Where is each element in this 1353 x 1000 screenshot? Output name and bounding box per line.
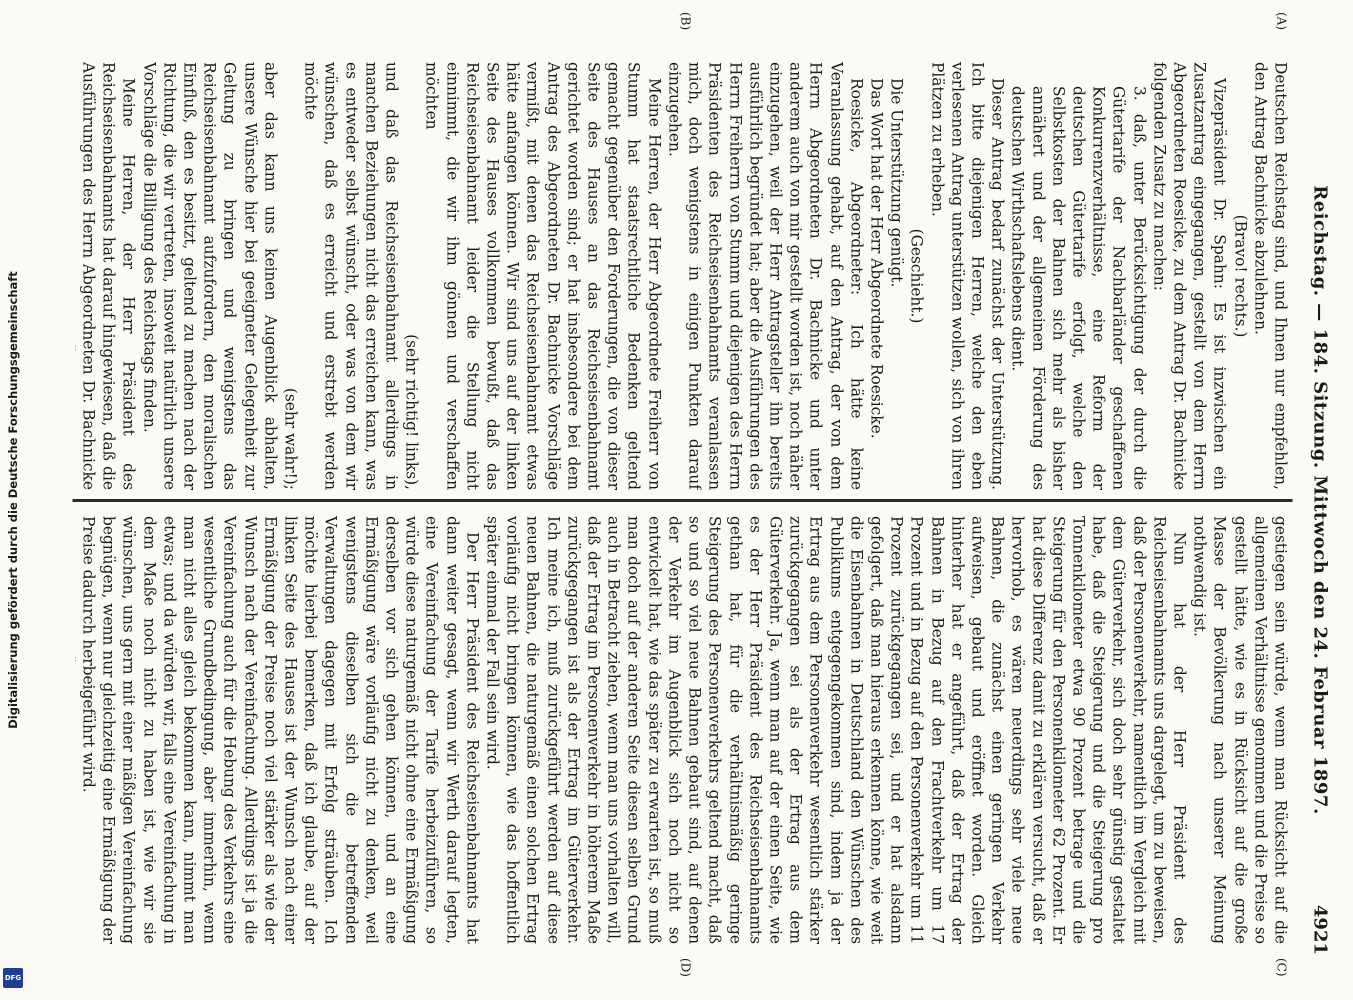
paragraph: gestiegen sein würde, wenn man Rücksicht auf die allgemeinen Verhältnisse genommen und die Preise so gestellt hätte, wie es in Rücksicht auf die große Masse der Bevölkerung nach unserer Meinung nothwendig ist. <box>1190 516 1290 944</box>
paragraph: (Bravo! rechts.) <box>1231 214 1250 338</box>
right-text-column <box>76 516 1291 944</box>
paragraph: Die Unterstützung genügt. <box>887 78 906 288</box>
margin-mark-d: (D) <box>678 958 693 977</box>
paragraph: aber das kann uns keinen Augenblick abhalten, unsere Wünsche hier bei geeigneter Gelegenheit zur Geltung zu bringen und wenigstens das Reichseisenbahnamt aufzufordern, den moralischen Einfluß, den es besitzt, geltend zu machen nach der Richtung, die wir vertreten, insoweit natürlich unsere Vorschläge die Billigung des Reichstags finden. <box>140 62 280 490</box>
paragraph: Dieser Antrag bedarf zunächst der Unterstützung. Ich bitte diejenigen Herren, welche den eben verlesenen Antrag unterstützen wollen, sich von ihren Plätzen zu erheben. <box>928 62 1007 490</box>
digitization-footer <box>0 0 26 1000</box>
paragraph: (sehr wahr!); <box>281 387 300 490</box>
paragraph: Roesicke, Abgeordneter: Ich hätte keine Veranlassung gehabt, auf den Antrag, der von dem Herrn Abgeordneten Dr. Bachnicke und unter anderem auch von mir gestellt worden ist, noch näher einzugehen, weil der Herr Antragsteller ihn bereits ausführlich begründet hat; aber die Ausführungen des Herrn Freiherrn von Stumm und diejenigen des Herrn Präsidenten des Reichseisenbahnamts veranlassen mich, doch wenigstens in einigen Punkten darauf einzugehen. <box>665 62 866 490</box>
paragraph: Vizepräsident Dr. Spahn: Es ist inzwischen ein Zusatzantrag eingegangen, gestellt von dem Herrn Abgeordneten Roesicke, zu dem Antrag Dr. Bachnicke folgenden Zusatz zu machen: <box>1150 62 1229 490</box>
paragraph: und daß das Reichseisenbahnamt allerdings in manchen Beziehungen nicht das erreichen kann, was es entweder selbst wünscht, oder was von dem wir wünschen, daß es erreicht und erstrebt werden möchte <box>301 62 401 490</box>
paragraph: 3. daß, unter Berücksichtigung der durch die Gütertarife der Nachbarländer geschaffenen Konkurrenzverhältnisse, eine Reform der deutschen Gütertarife erfolgt, welche den Selbstkosten der Bahnen sich mehr als bisher annähert und der allgemeinen Förderung des deutschen Wirthschaftslebens dient. <box>1008 86 1149 490</box>
paragraph: Nun hat der Herr Präsident des Reichseisenbahnamts uns dargelegt, um zu beweisen, daß der Personenverkehr, namentlich im Vergleich mit dem Güterverkehr, sich doch sehr günstig gestaltet habe, daß die Steigerung und die Steigerung pro Tonnenkilometer etwa 90 Prozent betrage und die Steigerung für den Personenkilometer 62 Prozent. Er hat diese Differenz damit zu erklären versucht, daß er hervorhob, es wären neuerdings sehr viele neue Bahnen, die zunächst einen geringen Verkehr aufweisen, gebaut und eröffnet worden. Gleich hinterher hat er angeführt, daß der Ertrag der Bahnen in Bezug auf den Frachtverkehr um 17 Prozent und in Bezug auf den Personenverkehr um 11 Prozent zurückgegangen sei, und er hat alsdann gefolgert, daß man hieraus erkennen könne, wie weit die Eisenbahnen in Deutschland den Wünschen des Publikums entgegengekommen sind, indem ja der Ertrag aus dem Personenverkehr wesentlich stärker zurückgegangen sei als der Ertrag aus dem Güterverkehr. Ja, wenn man auf der einen Seite, wie es der Herr Präsident des Reichseisenbahnamts gethan hat, für die verhältnismäßig geringe Steigerung des Personenverkehrs geltend macht, daß so und so viel neue Bahnen gebaut sind, auf denen der Verkehr im Augenblick sich noch nicht so entwickelt hat, wie das später zu erwarten ist, so muß man doch auf der anderen Seite diesen selben Grund auch in Betracht ziehen, wenn man uns vorhalten will, daß der Ertrag im Personenverkehr in höherem Maße zurückgegangen ist als der Ertrag im Güterverkehr. Ich meine ich, muß zurückgeführt werden auf diese neuen Bahnen, die naturgemäß einen solchen Ertrag vorläufig nicht bringen können, wie das hoffentlich später einmal der Fall sein wird. <box>483 516 1189 944</box>
paragraph: Das Wort hat der Herr Abgeordnete Roesicke. <box>867 78 886 439</box>
paragraph: Meine Herren, der Herr Präsident des Reichseisenbahnamts hat darauf hingewiesen, daß die Ausführungen des Herrn Abgeordneten Dr. Bachnicke <box>79 62 138 490</box>
margin-mark-b: (B) <box>678 12 693 31</box>
left-text-column <box>76 62 1291 490</box>
digitization-note: Digitalisierung gefördert durch die Deutsche Forschungsgemeinschaft <box>6 271 20 729</box>
paragraph: Deutschen Reichstag sind, und Ihnen nur empfehlen, den Antrag Bachnicke abzulehnen. <box>1251 62 1290 490</box>
margin-mark-a: (A) <box>1274 12 1289 31</box>
paragraph: (sehr richtig! links), <box>402 334 421 490</box>
page-header <box>1297 45 1331 955</box>
paragraph: (Geschieht.) <box>907 228 926 324</box>
dfg-logo: DFG <box>3 968 23 988</box>
column-divider <box>73 499 1293 502</box>
paragraph <box>76 516 79 944</box>
margin-mark-c: (C) <box>1274 958 1289 977</box>
paragraph: Der Herr Präsident des Reichseisenbahnamts hat dann weiter gesagt, wenn wir Werth darauf legten, eine Vereinfachung der Tarife herbeizuführen, so würde diese naturgemäß nicht ohne eine Ermäßigung derselben vor sich gehen können, und an eine Ermäßigung wäre vorläufig nicht zu denken, weil wenigstens dieselben sich die betreffenden Verwaltungen dagegen mit Erfolg sträuben. Ich möchte hierbei bemerken, daß ich glaube, auf der linken Seite des Hauses ist der Wunsch nach einer Ermäßigung der Preise noch viel stärker als wie der Wunsch nach der Vereinfachung. Allerdings ist ja die Vereinfachung auch für die Hebung des Verkehrs eine wesentliche Grundbedingung, aber immerhin, wenn man nicht alles gleich bekommen kann, nimmt man etwas; und da würden wir, falls eine Vereinfachung in dem Maße noch nicht zu haben ist, wie wir sie wünschen, uns gern mit einer mäßigen Vereinfachung begnügen, wenn nur gleichzeitig eine Ermäßigung der Preise dadurch herbeigeführt wird. <box>79 516 482 944</box>
page-title: Reichstag. — 184. Sitzung. Mittwoch den 24. Februar 1897. <box>1309 185 1331 815</box>
page-number: 4921 <box>1309 904 1331 955</box>
paragraph: Meine Herren, der Herr Abgeordnete Freiherr von Stumm hat staatsrechtliche Bedenken geltend gemacht gegenüber den Forderungen, die von dieser Seite des Hauses an das Reichseisenbahnamt gerichtet worden sind; er hat insbesondere bei dem Antrag des Abgeordneten Dr. Bachnicke Vorschläge vermißt, mit denen das Reichseisenbahnamt etwas hätte anfangen können. Wir sind uns auf der linken Seite des Hauses vollkommen bewußt, daß das Reichseisenbahnamt leider die Stellung nicht einnimmt, die wir ihm gönnen und verschaffen möchten <box>422 62 664 490</box>
